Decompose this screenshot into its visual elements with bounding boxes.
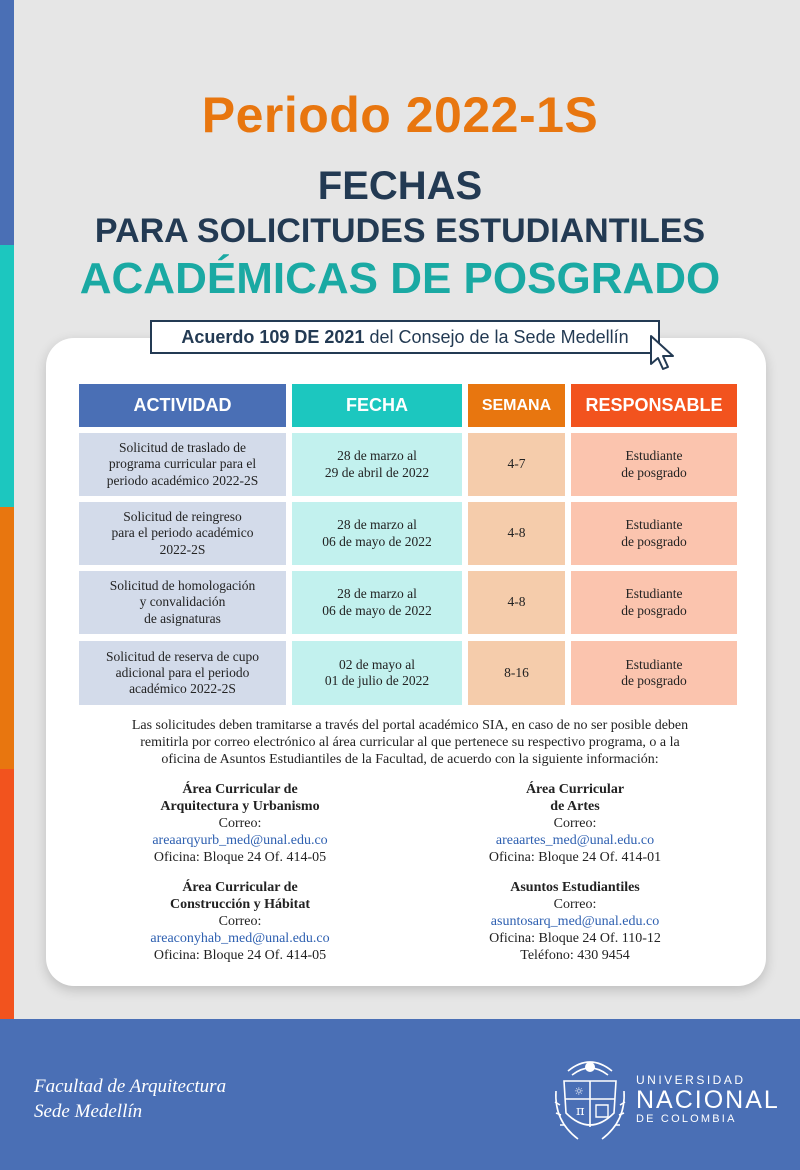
row-2-actividad (79, 502, 286, 565)
contact-mail-label: Correo: (218, 816, 262, 832)
row-1-fecha-line: 29 de abril de 2022 (324, 464, 430, 480)
row-2-fecha-line: 28 de marzo al (337, 517, 417, 533)
note-line: remitirla por correo electrónico al área curricular al que pertenece su respectivo programa, o a la (140, 735, 680, 751)
row-1-actividad-line: programa curricular para el (108, 456, 257, 472)
row-4-fecha (292, 641, 462, 705)
side-stripe-orange (0, 507, 14, 769)
row-3-responsable-line: Estudiante (625, 586, 683, 602)
row-2-responsable (571, 502, 737, 565)
contact-email-link[interactable]: asuntosarq_med@unal.edu.co (490, 914, 660, 930)
row-4-actividad-line: académico 2022-2S (129, 681, 236, 697)
row-4-semana: 8-16 (468, 641, 565, 705)
row-1-actividad-line: Solicitud de traslado de (118, 440, 247, 456)
contact-asuntos-estudiantiles (445, 879, 705, 964)
row-3-fecha-line: 06 de mayo de 2022 (322, 602, 432, 618)
university-line2: NACIONAL (636, 1086, 780, 1114)
contact-phone: Teléfono: 430 9454 (520, 948, 630, 964)
row-1-actividad-line: periodo académico 2022-2S (106, 472, 259, 488)
contact-name: Arquitectura y Urbanismo (160, 799, 320, 815)
side-stripe-red (0, 769, 14, 1019)
contact-arquitectura (110, 781, 370, 866)
period-title: Periodo 2022-1S (201, 87, 599, 143)
title-solicitudes: PARA SOLICITUDES ESTUDIANTILES (94, 212, 706, 250)
contact-office: Oficina: Bloque 24 Of. 414-01 (488, 850, 662, 866)
contact-email-link[interactable]: areaarqyurb_med@unal.edu.co (152, 833, 328, 849)
title-fechas: FECHAS (317, 164, 483, 208)
contact-artes (445, 781, 705, 866)
row-1-fecha (292, 433, 462, 496)
row-4-responsable (571, 641, 737, 705)
university-wordmark (636, 1073, 780, 1125)
row-3-actividad-line: de asignaturas (144, 610, 221, 626)
row-4-actividad-line: Solicitud de reserva de cupo (106, 648, 259, 664)
row-4-actividad (79, 641, 286, 705)
header-fecha: FECHA (292, 384, 462, 427)
row-1-actividad (79, 433, 286, 496)
row-4-responsable-line: de posgrado (621, 673, 687, 688)
contact-name: de Artes (550, 799, 600, 815)
row-2-responsable-line: Estudiante (625, 517, 683, 533)
header-responsable: RESPONSABLE (571, 384, 737, 427)
svg-text:☼: ☼ (574, 1085, 584, 1098)
agreement-number: Acuerdo 109 DE 2021 (181, 326, 365, 347)
header-semana: SEMANA (468, 384, 565, 427)
contact-office: Oficina: Bloque 24 Of. 414-05 (153, 948, 327, 964)
contact-email-link[interactable]: areaartes_med@unal.edu.co (495, 833, 655, 849)
instructions-note (80, 717, 740, 768)
note-line: oficina de Asuntos Estudiantiles de la Facultad, de acuerdo con la siguiente información: (161, 752, 659, 768)
title-academicas: ACADÉMICAS DE POSGRADO (79, 254, 721, 303)
row-2-semana: 4-8 (468, 502, 565, 565)
row-4-actividad-line: adicional para el periodo (115, 664, 250, 680)
row-3-responsable-line: de posgrado (621, 602, 687, 618)
row-4-fecha-line: 01 de julio de 2022 (324, 673, 430, 688)
university-line3: DE COLOMBIA (636, 1113, 737, 1126)
row-1-semana: 4-7 (468, 433, 565, 496)
campus-name: Sede Medellín (34, 1100, 143, 1122)
row-1-responsable (571, 433, 737, 496)
row-3-actividad-line: y convalidación (139, 594, 226, 610)
row-3-fecha (292, 571, 462, 634)
row-1-responsable-line: Estudiante (625, 448, 683, 464)
agreement-box (150, 320, 660, 354)
row-3-actividad-line: Solicitud de homologación (109, 578, 256, 594)
contact-name: Área Curricular de (182, 880, 298, 895)
mouse-pointer-icon (648, 334, 678, 372)
contact-mail-label: Correo: (553, 897, 597, 913)
row-2-actividad-line: Solicitud de reingreso (123, 509, 242, 525)
contact-office: Oficina: Bloque 24 Of. 110-12 (489, 931, 661, 947)
contact-mail-label: Correo: (553, 816, 597, 832)
svg-text:π: π (576, 1104, 585, 1119)
contact-name: Construcción y Hábitat (170, 897, 310, 913)
contact-construccion (110, 879, 370, 964)
header-actividad: ACTIVIDAD (79, 384, 286, 427)
row-4-responsable-line: Estudiante (625, 656, 683, 672)
agreement-text: del Consejo de la Sede Medellín (369, 326, 629, 347)
row-2-responsable-line: de posgrado (621, 533, 687, 549)
contact-name: Área Curricular (525, 782, 625, 797)
row-4-fecha-line: 02 de mayo al (338, 656, 416, 672)
row-3-semana: 4-8 (468, 571, 565, 634)
faculty-label (34, 1075, 226, 1124)
row-2-fecha-line: 06 de mayo de 2022 (322, 533, 432, 549)
contact-email-link[interactable]: areaconyhab_med@unal.edu.co (150, 931, 330, 947)
contact-mail-label: Correo: (218, 914, 262, 930)
note-line: Las solicitudes deben tramitarse a través del portal académico SIA, en caso de no ser posible deben (131, 718, 689, 733)
row-1-fecha-line: 28 de marzo al (337, 448, 417, 464)
row-1-responsable-line: de posgrado (621, 464, 687, 480)
contact-office: Oficina: Bloque 24 Of. 414-05 (153, 850, 327, 866)
university-seal-icon (552, 1051, 628, 1147)
row-3-actividad (79, 571, 286, 634)
row-3-responsable (571, 571, 737, 634)
contact-name: Asuntos Estudiantiles (510, 880, 640, 895)
row-2-fecha (292, 502, 462, 565)
university-line1: UNIVERSIDAD (636, 1073, 746, 1087)
row-3-fecha-line: 28 de marzo al (337, 586, 417, 602)
contact-name: Área Curricular de (182, 782, 298, 797)
faculty-name: Facultad de Arquitectura (34, 1076, 227, 1097)
row-2-actividad-line: 2022-2S (159, 541, 206, 557)
row-2-actividad-line: para el periodo académico (111, 525, 254, 541)
